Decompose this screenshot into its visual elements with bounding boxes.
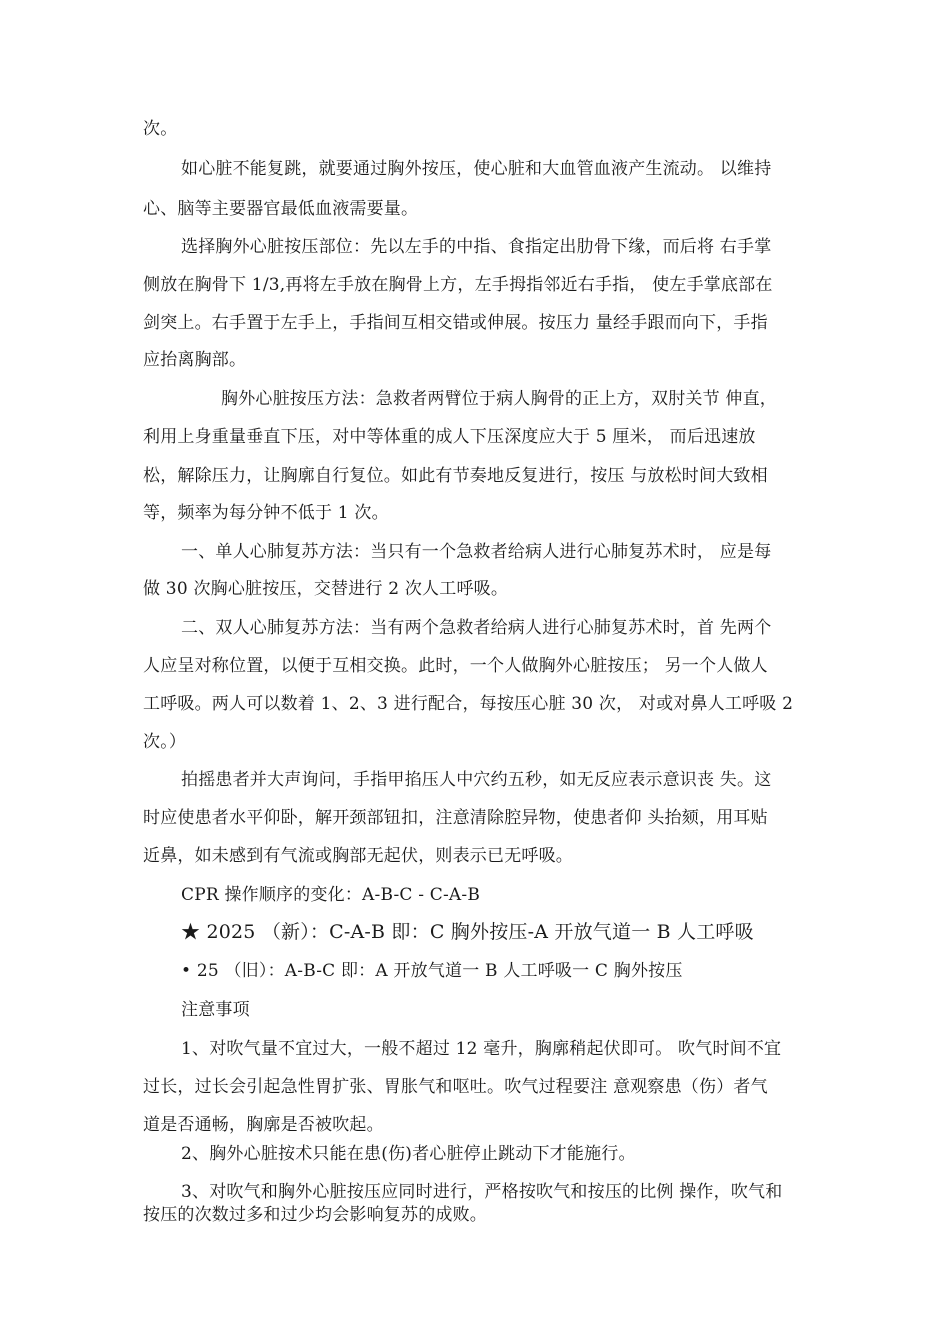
text-line: 等，频率为每分钟不低于 1 次。 (143, 503, 389, 523)
text-line: 2、胸外心脏按术只能在患(伤)者心脏停止跳动下才能施行。 (181, 1144, 636, 1164)
text-line: 3、对吹气和胸外心脏按压应同时进行，严格按吹气和按压的比例 操作，吹气和 (181, 1182, 783, 1202)
text-line: 道是否通畅，胸廓是否被吹起。 (143, 1115, 384, 1135)
text-line: 工呼吸。两人可以数着 1、2、3 进行配合，每按压心脏 30 次， 对或对鼻人工呼吸 2 (143, 694, 794, 714)
text-line: 次。） (143, 732, 187, 752)
text-line: 一、单人心肺复苏方法：当只有一个急救者给病人进行心肺复苏术时， 应是每 (181, 542, 772, 562)
text-line: 次。 (143, 119, 178, 139)
text-line: 注意事项 (181, 1000, 250, 1020)
text-line: 1、对吹气量不宜过大，一般不超过 12 毫升，胸廓稍起伏即可。 吹气时间不宜 (181, 1039, 782, 1059)
text-line: 利用上身重量垂直下压，对中等体重的成人下压深度应大于 5 厘米， 而后迅速放 (143, 427, 756, 447)
text-line: 剑突上。右手置于左手上，手指间互相交错或伸展。按压力 量经手跟而向下，手指 (143, 313, 768, 333)
text-line: 如心脏不能复跳，就要通过胸外按压，使心脏和大血管血液产生流动。 以维持 (181, 159, 772, 179)
text-line: 侧放在胸骨下 1/3,再将左手放在胸骨上方，左手拇指邻近右手指， 使左手掌底部在 (143, 275, 773, 295)
text-line: 按压的次数过多和过少均会影响复苏的成败。 (143, 1205, 487, 1225)
text-line: 过长，过长会引起急性胃扩张、胃胀气和呕吐。吹气过程要注 意观察患（伤）者气 (143, 1077, 768, 1097)
text-line: 二、双人心肺复苏方法：当有两个急救者给病人进行心肺复苏术时，首 先两个 (181, 618, 772, 638)
text-line: 做 30 次胸心脏按压，交替进行 2 次人工呼吸。 (143, 579, 509, 599)
text-line: 时应使患者水平仰卧，解开颈部钮扣，注意清除腔异物，使患者仰 头抬颏，用耳贴 (143, 808, 768, 828)
text-line: 人应呈对称位置，以便于互相交换。此时，一个人做胸外心脏按压； 另一个人做人 (143, 656, 768, 676)
text-line: 松，解除压力，让胸廓自行复位。如此有节奏地反复进行，按压 与放松时间大致相 (143, 466, 768, 486)
text-line: 心、脑等主要器官最低血液需要量。 (143, 199, 419, 219)
text-line: ★ 2025 （新）：C-A-B 即：C 胸外按压-A 开放气道一 B 人工呼吸 (181, 921, 754, 943)
text-line: 胸外心脏按压方法：急救者两臂位于病人胸骨的正上方，双肘关节 伸直， (221, 389, 778, 409)
text-line: 近鼻，如未感到有气流或胸部无起伏，则表示已无呼吸。 (143, 846, 573, 866)
text-line: CPR 操作顺序的变化：A-B-C - C-A-B (181, 885, 481, 905)
text-line: 选择胸外心脏按压部位：先以左手的中指、食指定出肋骨下缘，而后将 右手掌 (181, 237, 772, 257)
text-line: 应抬离胸部。 (143, 350, 247, 370)
text-line: 拍摇患者并大声询问，手指甲掐压人中穴约五秒，如无反应表示意识丧 失。这 (181, 770, 772, 790)
text-line: • 25 （旧）：A-B-C 即：A 开放气道一 B 人工呼吸一 C 胸外按压 (181, 961, 683, 981)
